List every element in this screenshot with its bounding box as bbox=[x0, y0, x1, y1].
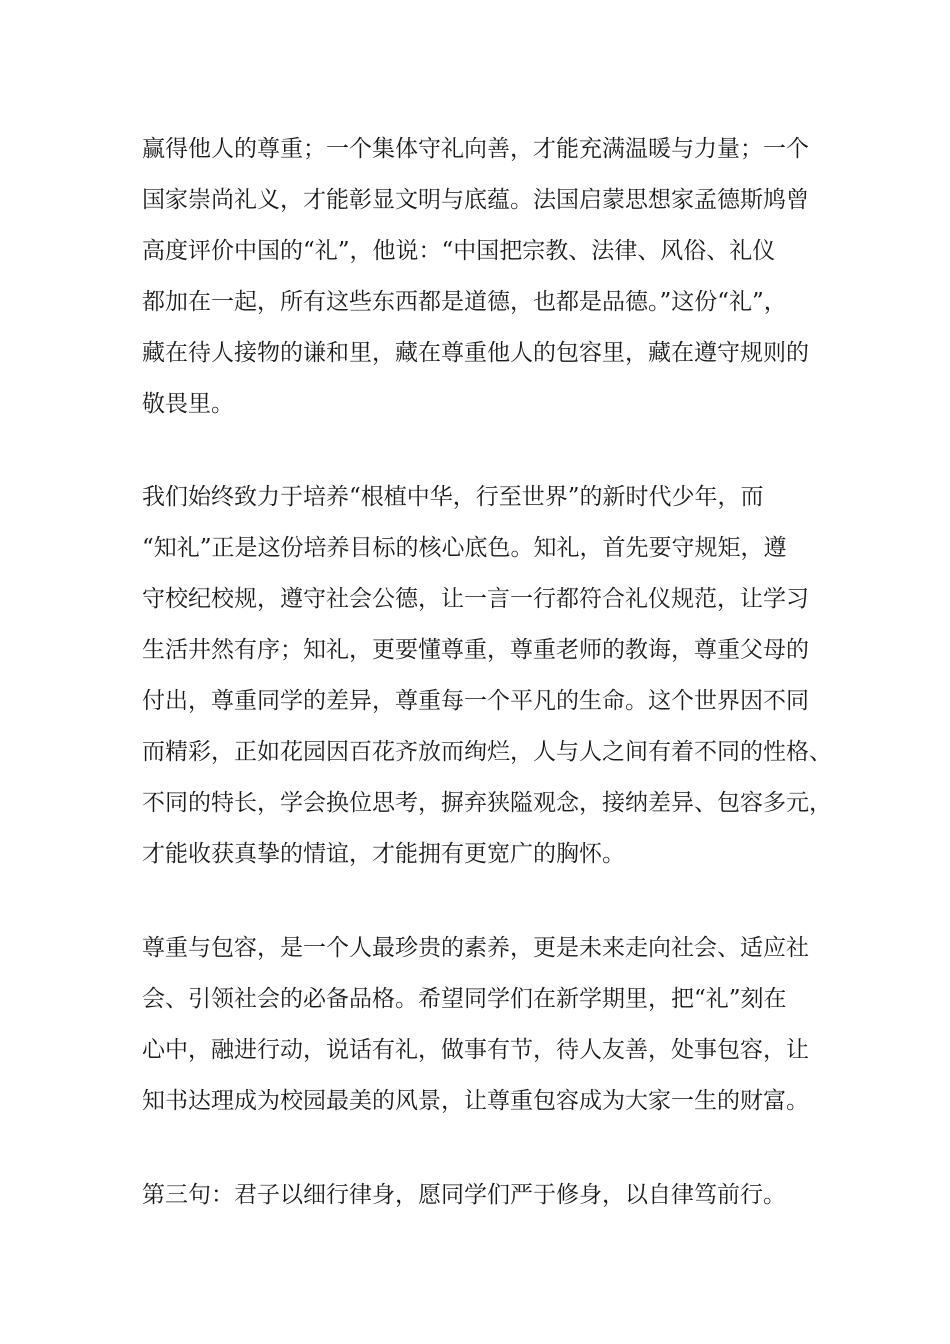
paragraph-3 bbox=[142, 923, 809, 1127]
text-line: 敬畏里。 bbox=[142, 391, 234, 417]
paragraph-2 bbox=[142, 472, 832, 880]
text-line: “知礼”正是这份培养目标的核心底色。知礼，首先要守规矩，遵 bbox=[142, 535, 787, 561]
text-line: 生活井然有序；知礼，更要懂尊重，尊重老师的教诲，尊重父母的 bbox=[142, 637, 809, 663]
paragraph-4 bbox=[142, 1170, 786, 1221]
text-line: 都加在一起，所有这些东西都是道德，也都是品德。”这份“礼”， bbox=[142, 289, 787, 315]
text-line: 心中，融进行动，说话有礼，做事有节，待人友善，处事包容，让 bbox=[142, 1037, 809, 1063]
text-line: 会、引领社会的必备品格。希望同学们在新学期里，把“礼”刻在 bbox=[142, 986, 787, 1012]
text-line: 才能收获真挚的情谊，才能拥有更宽广的胸怀。 bbox=[142, 841, 625, 867]
text-line: 不同的特长，学会换位思考，摒弃狭隘观念，接纳差异、包容多元， bbox=[142, 790, 832, 816]
text-line: 我们始终致力于培养“根植中华，行至世界”的新时代少年，而 bbox=[142, 484, 764, 510]
paragraph-1 bbox=[142, 124, 809, 430]
text-line: 藏在待人接物的谦和里，藏在尊重他人的包容里，藏在遵守规则的 bbox=[142, 340, 809, 366]
text-line: 国家崇尚礼义，才能彰显文明与底蕴。法国启蒙思想家孟德斯鸠曾 bbox=[142, 187, 809, 213]
text-line: 守校纪校规，遵守社会公德，让一言一行都符合礼仪规范，让学习 bbox=[142, 586, 809, 612]
text-line: 高度评价中国的“礼”，他说：“中国把宗教、法律、风俗、礼仪 bbox=[142, 238, 776, 264]
text-line: 尊重与包容，是一个人最珍贵的素养，更是未来走向社会、适应社 bbox=[142, 935, 809, 961]
text-line: 第三句：君子以细行律身，愿同学们严于修身，以自律笃前行。 bbox=[142, 1182, 786, 1208]
text-line: 付出，尊重同学的差异，尊重每一个平凡的生命。这个世界因不同 bbox=[142, 688, 809, 714]
text-line: 而精彩，正如花园因百花齐放而绚烂，人与人之间有着不同的性格、 bbox=[142, 739, 832, 765]
text-line: 赢得他人的尊重；一个集体守礼向善，才能充满温暖与力量；一个 bbox=[142, 136, 809, 162]
text-line: 知书达理成为校园最美的风景，让尊重包容成为大家一生的财富。 bbox=[142, 1088, 809, 1114]
